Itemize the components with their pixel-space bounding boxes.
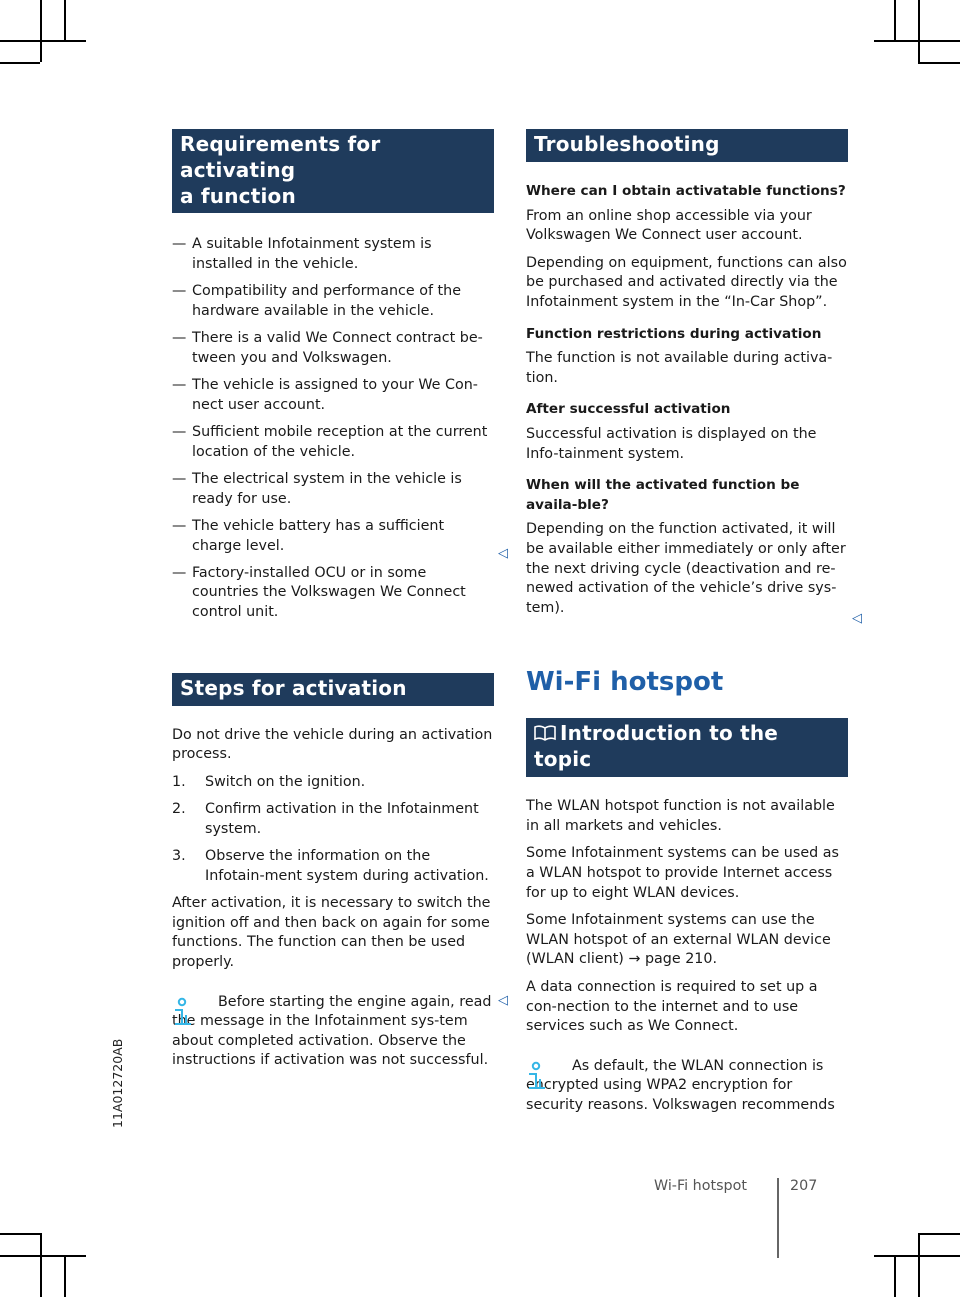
list-item: 1. Switch on the ignition. — [172, 773, 366, 790]
crop-mark — [0, 62, 40, 64]
introduction-heading: Introduction to the topic — [526, 718, 848, 777]
question-heading: Where can I obtain activatable functions? — [526, 183, 846, 199]
list-item: — The vehicle battery has a sufficient charge level. — [172, 517, 445, 554]
after-activation-text: After activation, it is necessary to switch the ignition off and then back on again for some functions. The function can then be used properly. — [172, 895, 491, 970]
crop-mark — [0, 1255, 86, 1257]
crop-mark — [874, 40, 960, 42]
crop-mark — [894, 1255, 896, 1297]
steps-intro: Do not drive the vehicle during an activation process. — [172, 726, 493, 763]
info-note-icon — [526, 1061, 548, 1091]
crop-mark — [918, 1233, 920, 1297]
footer-divider — [777, 1178, 779, 1258]
list-item: — There is a valid We Connect contract be-tween you and Volkswagen. — [172, 329, 483, 366]
requirements-heading: Requirements for activating a function — [172, 129, 494, 213]
list-item: — Compatibility and performance of the hardware available in the vehicle. — [172, 282, 462, 319]
book-icon — [534, 725, 556, 741]
list-item: — A suitable Infotainment system is installed in the vehicle. — [172, 236, 432, 272]
list-item: — Factory-installed OCU or in some countries the Volkswagen We Connect control unit. — [172, 564, 466, 621]
section-end-icon: ◁ — [498, 993, 508, 1008]
right-column: Troubleshooting Where can I obtain activatable functions? From an online shop accessible via your Volkswagen We Connect user account. Depending on equipment, functions can also be purchased and activated directly via the Infotainment system in the “In-Car Shop”. Function restrictions during activation The function is not available during activa-tion. After successful activation Successful activation is displayed on the Info-tainment system. When will the activated function be availa-ble? Depending on the function activated, it will be available either immediately or only after the next driving cycle (deactivation and re-newed activation of the vehicle’s drive sys-tem). ◁ Wi-Fi hotspot Introduction to the topic The WLAN hotspot function is not available in all markets and vehicles. Some Infotainment systems can be used as a WLAN hotspot to provide Internet access for up to eight WLAN devices. Some Infotainment systems can use the WLAN hotspot of an external WLAN device (WLAN client) → page 210. A data connection is required to set up a con-nection to the internet and to use services such as We Connect. As default, the WLAN connection is encrypted using WPA2 encryption for security reasons. Volkswagen recommends — [526, 129, 848, 1116]
left-column — [172, 129, 508, 1071]
crop-mark — [918, 1233, 960, 1235]
crop-mark — [874, 1255, 960, 1257]
note-block: As default, the WLAN connection is encrypted using WPA2 encryption for security reasons. Volkswagen recommends — [526, 1057, 835, 1113]
wifi-hotspot-title: Wi-Fi hotspot — [526, 667, 724, 698]
footer-section-title: Wi-Fi hotspot — [654, 1178, 747, 1194]
page-number: 207 — [790, 1178, 818, 1194]
section-end-icon: ◁ — [498, 546, 508, 561]
crop-mark — [40, 0, 42, 62]
list-item: 2. Confirm activation in the Infotainment system. — [172, 801, 479, 837]
note-block: Before starting the engine again, read the message in the Infotainment sys-tem about completed activation. Observe the instructions if activation was not successful. — [172, 993, 492, 1069]
list-item: — Sufficient mobile reception at the current location of the vehicle. — [172, 423, 488, 460]
crop-mark — [918, 0, 920, 62]
crop-mark — [0, 40, 86, 42]
crop-mark — [40, 1233, 42, 1297]
crop-mark — [918, 62, 960, 64]
question-heading: Function restrictions during activation — [526, 325, 822, 342]
steps-list — [172, 773, 494, 887]
section-end-icon: ◁ — [852, 611, 862, 626]
list-item: 3. Observe the information on the Infotain-ment system during activation. — [172, 848, 489, 884]
troubleshooting-heading: Troubleshooting — [526, 129, 848, 162]
requirements-list — [172, 235, 494, 623]
document-code: 11A012720AB — [110, 1038, 125, 1128]
list-item: — The vehicle is assigned to your We Con-nect user account. — [172, 376, 478, 413]
crop-mark — [64, 1255, 66, 1297]
question-heading: After successful activation — [526, 401, 731, 418]
question-heading: When will the activated function be availa-ble? — [526, 477, 800, 513]
cross-reference-link[interactable]: → page 210. — [628, 951, 718, 968]
crop-mark — [64, 0, 66, 40]
steps-heading: Steps for activation — [172, 673, 494, 706]
crop-mark — [0, 1233, 40, 1235]
crop-mark — [894, 0, 896, 40]
list-item: — The electrical system in the vehicle is ready for use. — [172, 470, 462, 507]
info-note-icon — [172, 997, 194, 1027]
